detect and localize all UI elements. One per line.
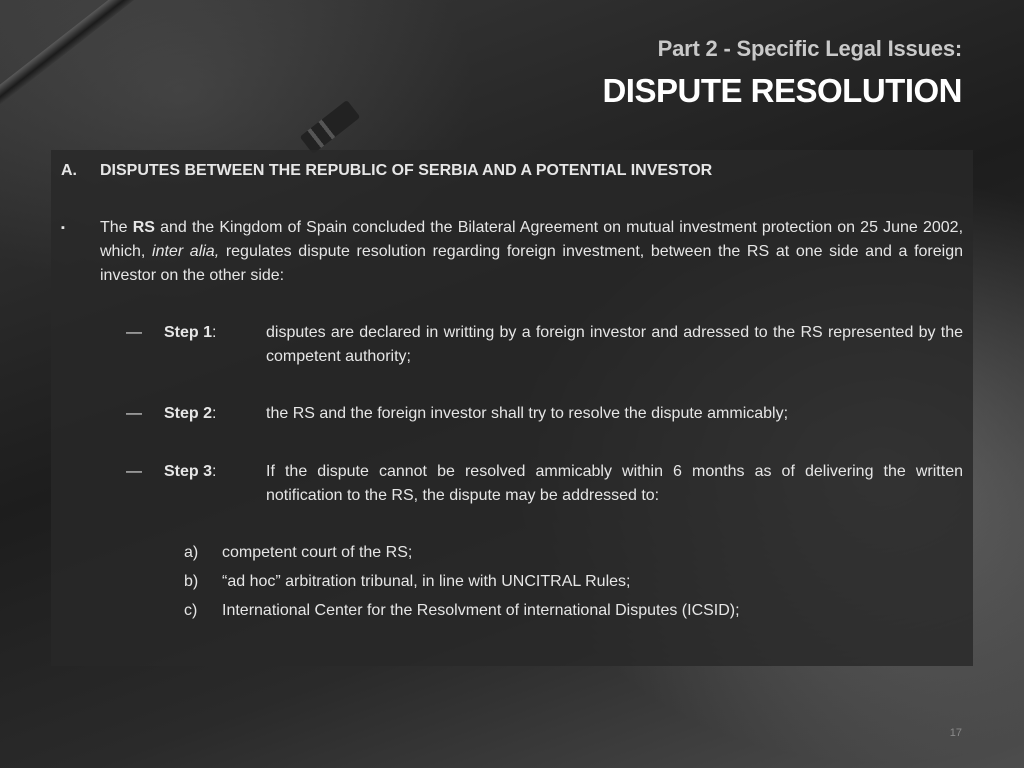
step-description: the RS and the foreign investor shall try to resolve the dispute ammicably; — [266, 405, 789, 422]
title-block — [602, 36, 962, 110]
option-b — [184, 570, 630, 594]
option-text: International Center for the Resolvment of international Disputes (ICSID); — [222, 602, 740, 619]
option-text: “ad hoc” arbitration tribunal, in line with UNCITRAL Rules; — [222, 573, 631, 590]
step-label-text: Step 1 — [164, 324, 213, 341]
step-label-colon: : — [212, 405, 217, 422]
bullet-text-bold: RS — [132, 219, 155, 236]
option-letter: b) — [184, 573, 199, 590]
option-c — [184, 599, 740, 623]
option-a — [184, 541, 412, 565]
page-number: 17 — [949, 727, 962, 739]
step-3 — [126, 460, 963, 508]
section-letter: A. — [61, 162, 77, 179]
bullet-text — [100, 216, 963, 288]
bullet-text-part: regulates dispute resolution regarding foreign investment, between the RS at one side and a foreign investor on the other side: — [100, 243, 964, 284]
slide-title: DISPUTE RESOLUTION — [602, 72, 962, 109]
section-heading — [61, 159, 712, 183]
section-heading-text: DISPUTES BETWEEN THE REPUBLIC OF SERBIA AND A POTENTIAL INVESTOR — [100, 162, 713, 179]
content-panel — [51, 150, 973, 666]
step-1 — [126, 321, 963, 369]
step-label — [164, 402, 216, 426]
slide-subtitle: Part 2 - Specific Legal Issues: — [657, 36, 962, 61]
step-label-text: Step 3 — [164, 463, 213, 480]
square-bullet-icon: ▪ — [61, 222, 65, 234]
option-text: competent court of the RS; — [222, 544, 413, 561]
bullet-text-italic: inter alia, — [152, 243, 220, 260]
bullet-paragraph — [61, 216, 963, 288]
step-label — [164, 321, 216, 345]
option-letter: c) — [184, 602, 198, 619]
step-label-text: Step 2 — [164, 405, 213, 422]
step-description: disputes are declared in writting by a foreign investor and adressed to the RS represented by the competent authority; — [266, 324, 963, 365]
background-pencil-band — [300, 100, 361, 154]
step-2 — [126, 402, 963, 426]
background-pencil — [0, 0, 375, 132]
step-label-colon: : — [212, 324, 217, 341]
option-letter: a) — [184, 544, 199, 561]
step-label-colon: : — [212, 463, 217, 480]
dash-icon: — — [126, 405, 142, 422]
dash-icon: — — [126, 324, 142, 341]
bullet-text-part: and the Kingdom of Spain concluded the Bilateral Agreement on mutual investment protection on 25 June 2002, which, — [100, 219, 964, 260]
step-description: If the dispute cannot be resolved ammicably within 6 months as of delivering the written notification to the RS, the dispute may be addressed to: — [266, 463, 963, 504]
bullet-text-part: The — [100, 219, 133, 236]
dash-icon: — — [126, 463, 142, 480]
step-label — [164, 460, 216, 484]
